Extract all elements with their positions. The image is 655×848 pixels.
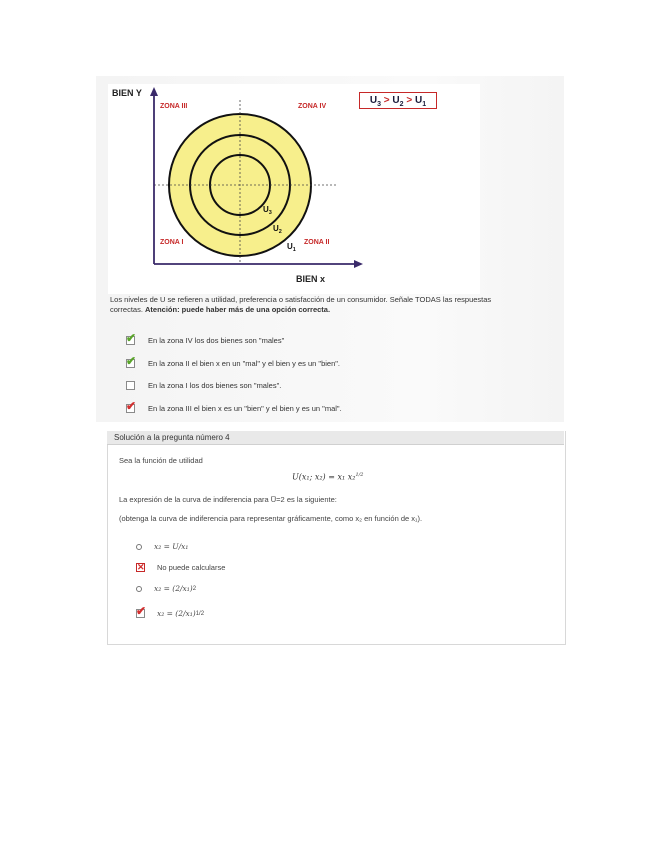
check-icon: ✔ [126, 330, 137, 345]
option-zone-3[interactable]: ✔ En la zona III el bien x es un "bien" y el bien y es un "mal". [126, 398, 342, 413]
question-text: Los niveles de U se refieren a utilidad, preferencia o satisfacción de un consumidor. Señale TODAS las respuestas correctas. Atención: puede haber más de una opción correcta. [110, 295, 492, 314]
solution-header: Solución a la pregunta número 4 [107, 431, 564, 445]
checkbox[interactable] [126, 398, 137, 413]
option-zone-4[interactable]: ✔ En la zona IV los dos bienes son "males" [126, 330, 285, 345]
radio-button[interactable] [136, 586, 142, 592]
check-icon: ✔ [126, 398, 137, 413]
x-axis-arrow [354, 260, 363, 268]
solution-line-3: (obtenga la curva de indiferencia para representar gráficamente, como x₂ en función de x₁). [119, 514, 423, 523]
answer-option-2[interactable]: ✕ No puede calcularse [137, 562, 226, 572]
y-axis-label: BIEN Y [112, 88, 142, 98]
checkbox[interactable] [126, 381, 135, 390]
utility-formula: U(x₁; x₂) = x₁ x₂$^{1/2}$ [292, 472, 364, 482]
radio-button[interactable] [136, 544, 142, 550]
answer-option-3[interactable]: x₂ = (2/x₁) 2 [136, 584, 196, 593]
solution-intro: Sea la función de utilidad [119, 456, 203, 465]
wrong-icon[interactable]: ✕ [137, 562, 145, 572]
utility-order-legend: $U_3 > U_2 > U_1$ [359, 92, 437, 109]
zone-2-label: ZONA II [304, 239, 330, 246]
checkbox[interactable] [136, 604, 147, 618]
checkbox[interactable] [126, 330, 137, 345]
x-axis-label: BIEN x [296, 274, 326, 284]
curve-label-u3: $U_3$ [263, 205, 272, 216]
check-icon: ✔ [136, 604, 147, 618]
y-axis-arrow [150, 87, 158, 96]
check-icon: ✔ [126, 353, 137, 368]
answer-option-4[interactable]: ✔ x₂ = (2/x₁) 1/2 [136, 604, 205, 618]
curve-label-u1: $U_1$ [287, 242, 296, 253]
zone-3-label: ZONA III [160, 103, 188, 110]
solution-line-2: La expresión de la curva de indiferencia para U̅=2 es la siguiente: [119, 495, 337, 504]
indifference-diagram [108, 84, 480, 294]
checkbox[interactable] [126, 353, 137, 368]
option-zone-1[interactable]: En la zona I los dos bienes son "males". [126, 378, 281, 392]
answer-option-1[interactable]: x₂ = U/x₁ [136, 542, 188, 551]
curve-label-u2: $U_2$ [273, 224, 282, 235]
zone-1-label: ZONA I [160, 239, 184, 246]
option-zone-2[interactable]: ✔ En la zona II el bien x en un "mal" y el bien y es un "bien". [126, 353, 341, 368]
zone-4-label: ZONA IV [298, 103, 327, 110]
